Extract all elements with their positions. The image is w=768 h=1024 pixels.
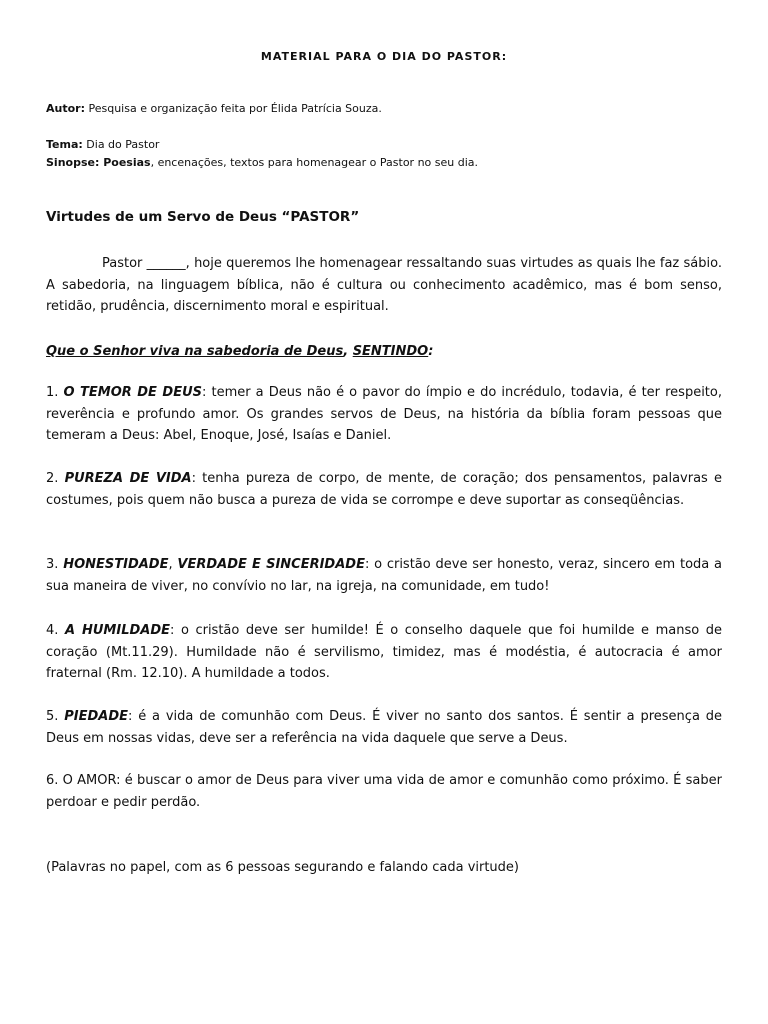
- virtue-3-text: : o cristão deve ser honesto, veraz, sincero em toda a sua maneira de viver, no convívio no lar, na igreja, na comunidade, em tudo!: [46, 557, 722, 594]
- sinopse-label: Sinopse:: [46, 156, 100, 169]
- tema-value: Dia do Pastor: [82, 138, 160, 151]
- virtue-1-number: 1.: [46, 385, 64, 400]
- lead-text-a: Que o Senhor viva na sabedoria de Deus: [46, 344, 344, 359]
- virtue-4-text: : o cristão deve ser humilde! É o conselho daquele que foi humilde e manso de coração (Mt.11.29). Humildade não é servilismo, timidez, mas é modéstia, é autocracia é amor fraternal (Rm. 12.10). A humildade a todos.: [46, 623, 722, 681]
- virtue-3-title-a: HONESTIDADE: [63, 557, 169, 572]
- virtue-6: 6. O AMOR: é buscar o amor de Deus para viver uma vida de amor e comunhão como próximo. É saber perdoar e pedir perdão.: [46, 773, 722, 810]
- document-title: MATERIAL PARA O DIA DO PASTOR:: [260, 50, 508, 63]
- sinopse-bold: Poesias: [99, 156, 151, 169]
- intro-text: Pastor ______, hoje queremos lhe homenagear ressaltando suas virtudes as quais lhe faz sábio. A sabedoria, na linguagem bíblica, não é cultura ou conhecimento acadêmico, mas é bom senso, retidão, prudência, discernimento moral e espiritual.: [46, 256, 722, 314]
- virtue-2: [46, 468, 722, 511]
- intro-paragraph: [46, 253, 722, 318]
- meta-tema: [46, 136, 159, 154]
- meta-autor: [46, 100, 382, 118]
- sinopse-value: , encenações, textos para homenagear o Pastor no seu dia.: [150, 156, 479, 169]
- virtue-1-title: O TEMOR DE DEUS: [63, 385, 203, 400]
- virtue-5-number: 5.: [46, 709, 65, 724]
- virtue-4-title: A HUMILDADE: [64, 623, 170, 638]
- virtue-1: [46, 382, 722, 447]
- virtue-4: [46, 620, 722, 685]
- lead-text-b: SENTINDO: [352, 344, 429, 359]
- virtue-2-number: 2.: [46, 471, 65, 486]
- virtue-3: [46, 554, 722, 597]
- lead-colon: :: [428, 344, 434, 359]
- virtue-3-title-b: VERDADE E SINCERIDADE: [177, 557, 365, 572]
- autor-value: Pesquisa e organização feita por Élida Patrícia Souza.: [84, 102, 382, 115]
- section-title: Virtudes de um Servo de Deus “PASTOR”: [46, 209, 360, 225]
- closing-note: (Palavras no papel, com as 6 pessoas segurando e falando cada virtude): [46, 860, 519, 875]
- virtue-3-sep: ,: [168, 557, 178, 572]
- lead-paragraph: [46, 341, 722, 363]
- autor-label: Autor:: [46, 102, 85, 115]
- virtue-5-title: PIEDADE: [64, 709, 129, 724]
- virtue-2-text: : tenha pureza de corpo, de mente, de coração; dos pensamentos, palavras e costumes, pois quem não busca a pureza de vida se corrompe e deve suportar as conseqüências.: [46, 471, 722, 508]
- virtue-5: [46, 706, 722, 749]
- meta-sinopse: [46, 154, 478, 172]
- virtue-1-text: : temer a Deus não é o pavor do ímpio e do incrédulo, todavia, é ter respeito, reverência e profundo amor. Os grandes servos de Deus, na história da bíblia foram pessoas que temeram a Deus: Abel, Enoque, José, Isaías e Daniel.: [46, 385, 722, 443]
- virtue-4-number: 4.: [46, 623, 65, 638]
- tema-label: Tema:: [46, 138, 83, 151]
- virtue-2-title: PUREZA DE VIDA: [64, 471, 192, 486]
- virtue-3-number: 3.: [46, 557, 64, 572]
- lead-comma: ,: [343, 344, 353, 359]
- virtue-5-text: : é a vida de comunhão com Deus. É viver no santo dos santos. É sentir a presença de Deus em nossas vidas, deve ser a referência na vida daquele que serve a Deus.: [46, 709, 722, 746]
